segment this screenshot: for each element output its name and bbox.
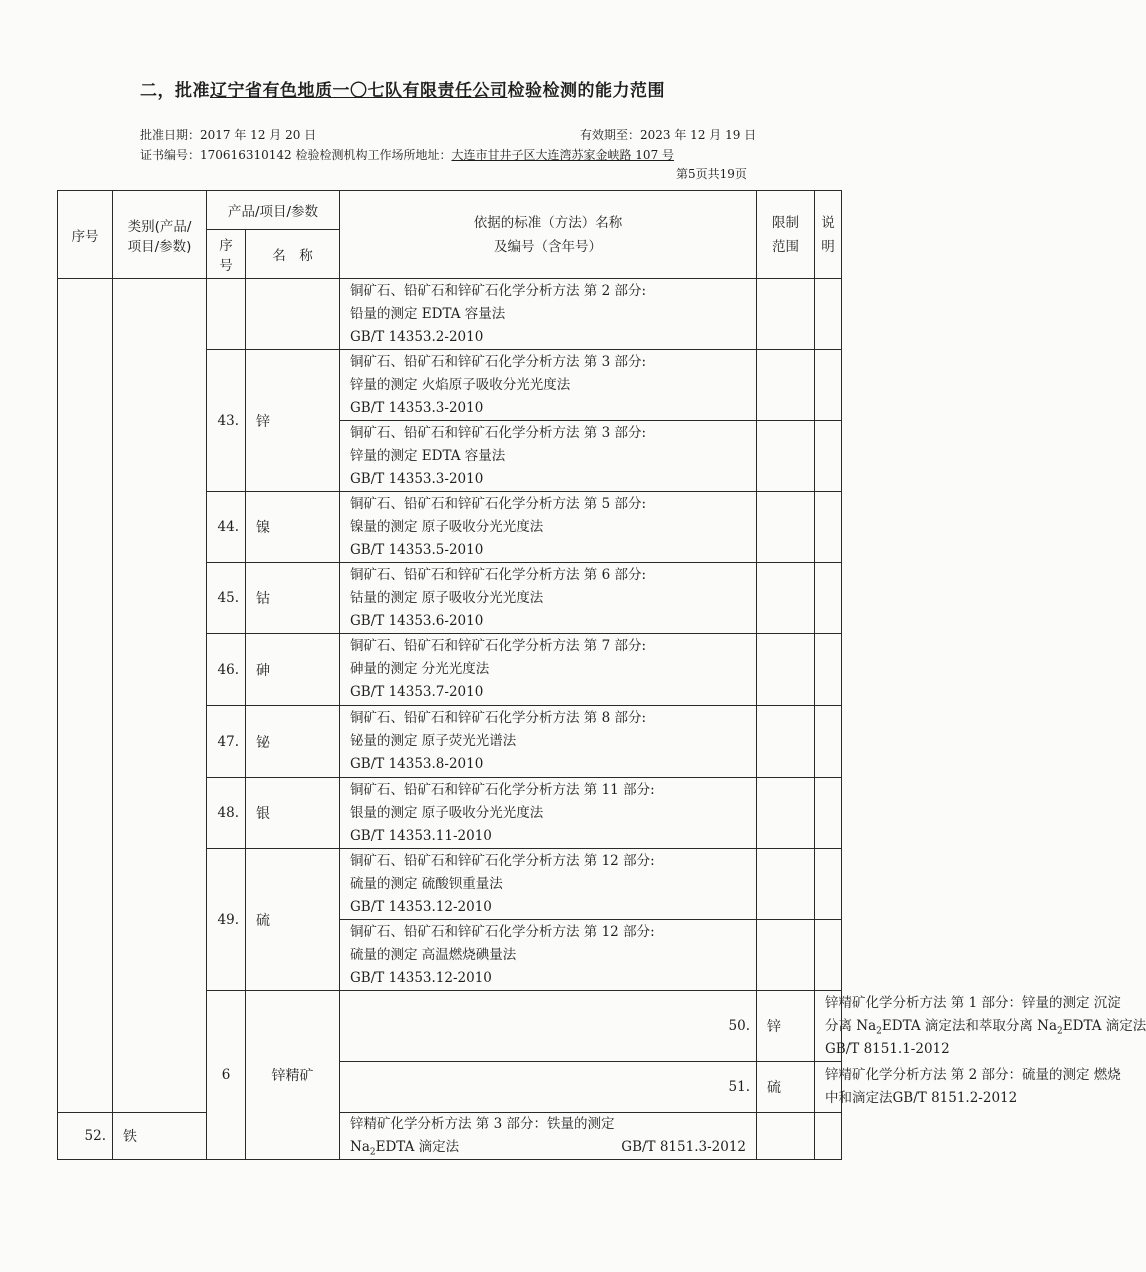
item-name: 硫 bbox=[246, 849, 340, 991]
item-number: 49. bbox=[207, 849, 246, 991]
group-seq: 6 bbox=[207, 991, 246, 1160]
item-number: 51. bbox=[340, 1062, 757, 1113]
standard-cell: 锌精矿化学分析方法 第 1 部分：锌量的测定 沉淀 分离 $Na_2EDTA$ 滴定法和萃取分离 $Na_2EDTA$ 滴定法 GB/T 8151.1-2012 bbox=[815, 991, 842, 1062]
item-name: 铁 bbox=[113, 1113, 207, 1160]
approval-date: 批准日期：2017 年 12 月 20 日 bbox=[140, 128, 317, 142]
item-name: 钴 bbox=[246, 563, 340, 634]
header-seq: 序号 bbox=[58, 191, 113, 279]
item-name: 锌 bbox=[757, 991, 815, 1062]
standard-cell: 铜矿石、铅矿石和锌矿石化学分析方法 第 5 部分: 镍量的测定 原子吸收分光光度法 GB/T 14353.5-2010 bbox=[340, 492, 757, 563]
header-limit: 限制 范围 bbox=[757, 191, 815, 279]
category-cell-empty bbox=[113, 279, 207, 1113]
item-name: 砷 bbox=[246, 634, 340, 706]
standard-cell: 锌精矿化学分析方法 第 2 部分：硫量的测定 燃烧 中和滴定法 GB/T 8151.2-2012 bbox=[815, 1062, 842, 1113]
valid-until: 有效期至：2023 年 12 月 19 日 bbox=[580, 128, 757, 142]
header-standard: 依据的标准（方法）名称 及编号（含年号） bbox=[340, 191, 757, 279]
standard-cell: 铜矿石、铅矿石和锌矿石化学分析方法 第 6 部分: 钴量的测定 原子吸收分光光度法 GB/T 14353.6-2010 bbox=[340, 563, 757, 634]
item-name: 硫 bbox=[757, 1062, 815, 1113]
header-note: 说 明 bbox=[815, 191, 842, 279]
item-name: 锌 bbox=[246, 350, 340, 492]
group-category: 锌精矿 bbox=[246, 991, 340, 1160]
header-product-group: 产品/项目/参数 bbox=[207, 191, 340, 230]
item-number: 46. bbox=[207, 634, 246, 706]
header-name: 名 称 bbox=[246, 230, 340, 279]
standard-cell: 铜矿石、铅矿石和锌矿石化学分析方法 第 7 部分: 砷量的测定 分光光度法 GB/T 14353.7-2010 bbox=[340, 634, 757, 706]
table-row bbox=[58, 1113, 842, 1160]
item-number: 48. bbox=[207, 778, 246, 849]
certificate-line: 证书编号：170616310142 检验检测机构工作场所地址：大连市甘井子区大连湾苏家金峡路 107 号 bbox=[140, 148, 675, 162]
item-number: 43. bbox=[207, 350, 246, 492]
item-number: 47. bbox=[207, 706, 246, 778]
header-category: 类别(产品/ 项目/参数) bbox=[113, 191, 207, 279]
standard-cell: 铜矿石、铅矿石和锌矿石化学分析方法 第 11 部分: 银量的测定 原子吸收分光光度法 GB/T 14353.11-2010 bbox=[340, 778, 757, 849]
item-name: 银 bbox=[246, 778, 340, 849]
standard-cell: 铜矿石、铅矿石和锌矿石化学分析方法 第 2 部分: 铅量的测定 EDTA 容量法 GB/T 14353.2-2010 bbox=[340, 279, 757, 350]
header-sub-seq: 序 号 bbox=[207, 230, 246, 279]
table-row bbox=[58, 279, 842, 350]
standard-cell: 铜矿石、铅矿石和锌矿石化学分析方法 第 3 部分: 锌量的测定 火焰原子吸收分光光度法 GB/T 14353.3-2010 bbox=[340, 350, 757, 421]
item-number: 45. bbox=[207, 563, 246, 634]
capability-table bbox=[57, 190, 1146, 1160]
item-name: 铋 bbox=[246, 706, 340, 778]
standard-cell: 铜矿石、铅矿石和锌矿石化学分析方法 第 8 部分: 铋量的测定 原子荧光光谱法 GB/T 14353.8-2010 bbox=[340, 706, 757, 778]
standard-cell: 铜矿石、铅矿石和锌矿石化学分析方法 第 3 部分: 锌量的测定 EDTA 容量法 GB/T 14353.3-2010 bbox=[340, 421, 757, 492]
seq-cell-empty bbox=[58, 279, 113, 1113]
standard-cell: 铜矿石、铅矿石和锌矿石化学分析方法 第 12 部分: 硫量的测定 硫酸钡重量法 GB/T 14353.12-2010 bbox=[340, 849, 757, 920]
page-number: 第5页共19页 bbox=[676, 167, 747, 181]
item-name: 镍 bbox=[246, 492, 340, 563]
item-number: 50. bbox=[340, 991, 757, 1062]
standard-cell: 铜矿石、铅矿石和锌矿石化学分析方法 第 12 部分: 硫量的测定 高温燃烧碘量法 GB/T 14353.12-2010 bbox=[340, 920, 757, 991]
item-number: 52. bbox=[58, 1113, 113, 1160]
item-number: 44. bbox=[207, 492, 246, 563]
standard-cell: 锌精矿化学分析方法 第 3 部分：铁量的测定 $Na_2EDTA$ 滴定法 GB/T 8151.3-2012 bbox=[340, 1113, 757, 1160]
page-title: 二，批准辽宁省有色地质一〇七队有限责任公司检验检测的能力范围 bbox=[140, 81, 665, 101]
